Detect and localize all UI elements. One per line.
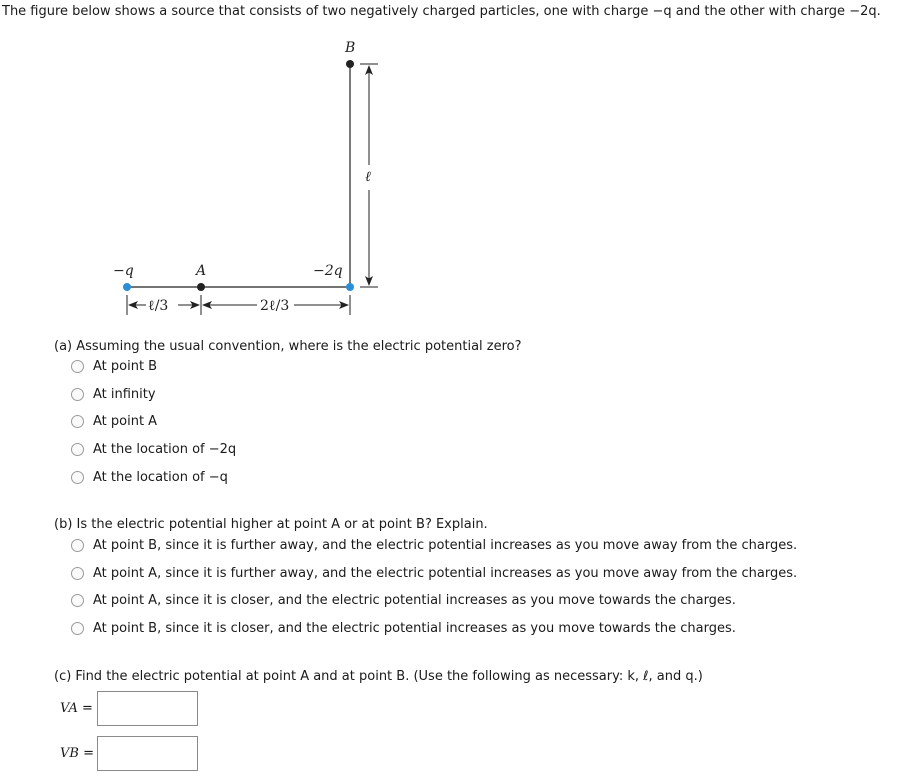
vb-label: VB = xyxy=(60,746,94,761)
label-two-thirds: 2ℓ/3 xyxy=(260,298,290,314)
radio-button[interactable] xyxy=(71,594,84,607)
part-b-option-3[interactable]: At point A, since it is closer, and the electric potential increases as you move towards the charges. xyxy=(71,591,736,609)
part-a-option-neg-q[interactable]: At the location of −q xyxy=(71,468,228,486)
vb-input[interactable] xyxy=(97,736,198,771)
radio-button[interactable] xyxy=(71,443,84,456)
radio-button[interactable] xyxy=(71,415,84,428)
label-ell: ℓ xyxy=(365,169,371,185)
part-a-option-neg-2q[interactable]: At the location of −2q xyxy=(71,440,236,458)
part-b-option-4[interactable]: At point B, since it is closer, and the electric potential increases as you move towards the charges. xyxy=(71,619,736,637)
part-a-option-point-a[interactable]: At point A xyxy=(71,412,157,430)
part-b-option-1[interactable]: At point B, since it is further away, and the electric potential increases as you move away from the charges. xyxy=(71,536,797,554)
point-a-dot xyxy=(197,283,205,291)
point-b-dot xyxy=(346,60,354,68)
radio-button[interactable] xyxy=(71,539,84,552)
charge-neg-q-dot xyxy=(123,283,131,291)
radio-button[interactable] xyxy=(71,567,84,580)
part-b-option-2[interactable]: At point A, since it is further away, and the electric potential increases as you move away from the charges. xyxy=(71,564,797,582)
part-c-question: (c) Find the electric potential at point A and at point B. (Use the following as necessary: k, ℓ, and q.) xyxy=(54,669,703,684)
va-label: VA = xyxy=(60,701,93,716)
charge-neg-2q-dot xyxy=(346,283,354,291)
radio-button[interactable] xyxy=(71,360,84,373)
intro-text: The figure below shows a source that consists of two negatively charged particles, one with charge −q and the other with charge −2q. xyxy=(2,4,881,19)
label-third: ℓ/3 xyxy=(148,298,169,314)
radio-button[interactable] xyxy=(71,471,84,484)
part-a-option-infinity[interactable]: At infinity xyxy=(71,385,156,403)
va-row xyxy=(60,691,198,726)
label-neg-2q: −2q xyxy=(313,263,343,279)
va-input[interactable] xyxy=(97,691,198,726)
part-a-option-point-b[interactable]: At point B xyxy=(71,357,157,375)
label-neg-q: −q xyxy=(113,263,134,279)
vb-row xyxy=(60,736,198,771)
part-b-question: (b) Is the electric potential higher at point A or at point B? Explain. xyxy=(54,517,488,532)
radio-button[interactable] xyxy=(71,622,84,635)
label-a: A xyxy=(196,263,207,279)
radio-button[interactable] xyxy=(71,388,84,401)
part-a-question: (a) Assuming the usual convention, where is the electric potential zero? xyxy=(54,339,522,354)
label-b: B xyxy=(345,40,356,56)
charge-diagram xyxy=(0,0,918,330)
